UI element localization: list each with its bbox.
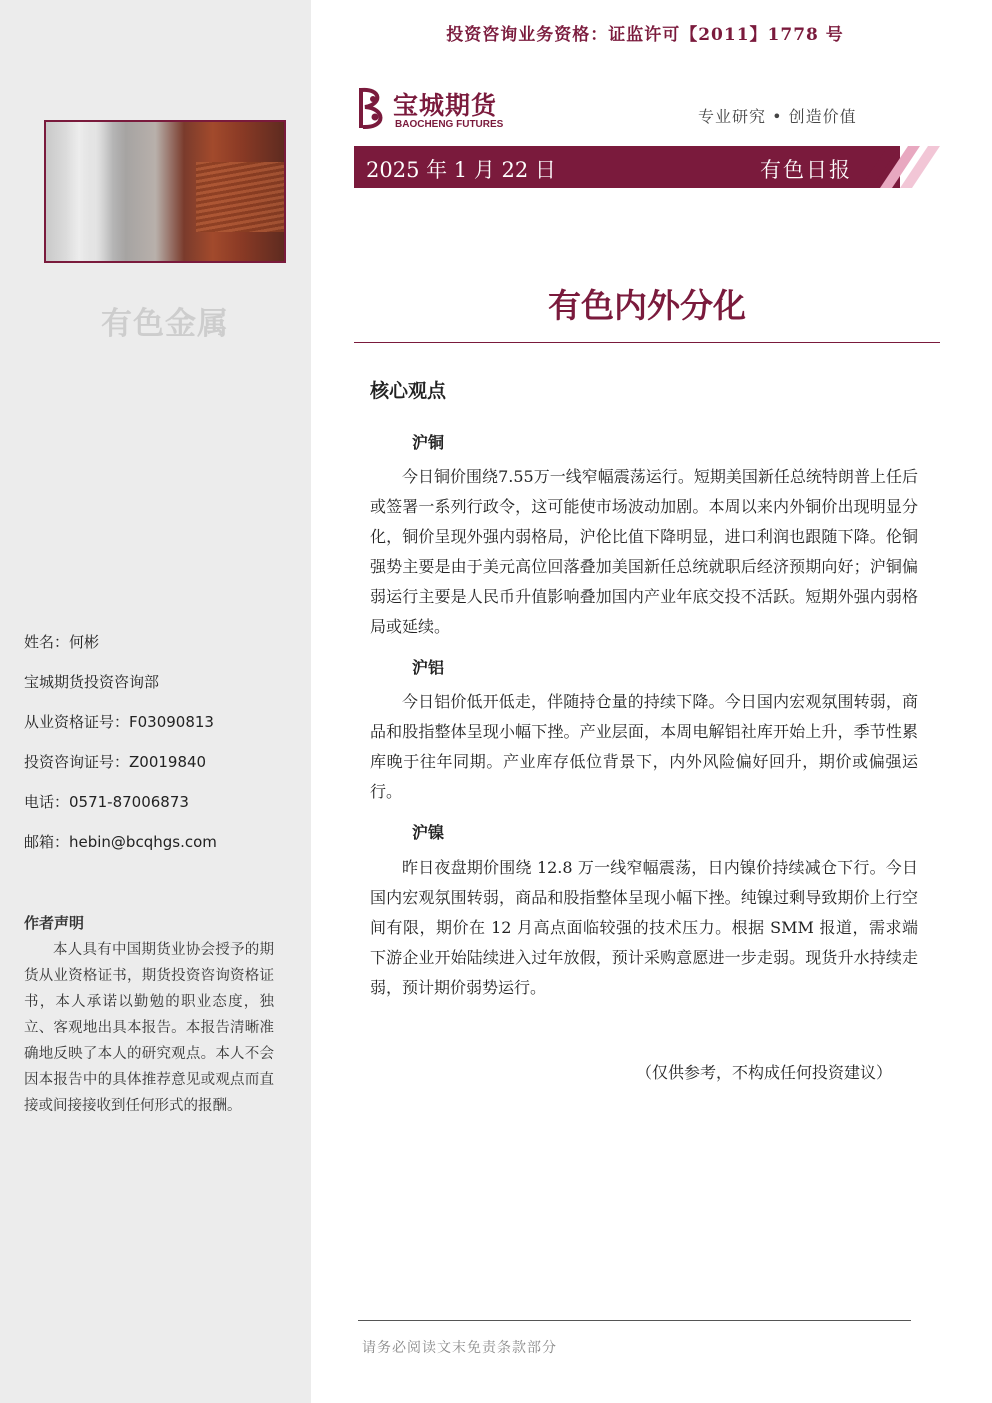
- nickel-paragraph: 昨日夜盘期价围绕 12.8 万一线窄幅震荡，日内镍价持续减仓下行。今日国内宏观氛围转弱，商品和股指整体呈现小幅下挫。纯镍过剩导致期价上行空间有限，期价在 12 月高点面临较强的技术压力。根据 SMM 报道，需求端下游企业开始陆续进入过年放假，预计采购意愿进一步走弱。现货升水持续走弱，预计期价弱势运行。: [370, 858, 918, 997]
- title-divider: [354, 342, 940, 343]
- declaration-body: 本人具有中国期货业协会授予的期货从业资格证书，期货投资咨询资格证书，本人承诺以勤勉的职业态度，独立、客观地出具本报告。本报告清晰准确地反映了本人的研究观点。本人不会因本报告中的具体推荐意见或观点而直接或间接接收到任何形式的报酬。: [24, 942, 274, 1114]
- analyst-email: 邮箱：hebin@bcqhgs.com: [24, 833, 217, 851]
- section-heading: 核心观点: [370, 380, 447, 402]
- footer-divider: [358, 1320, 911, 1321]
- sidebar: [0, 0, 311, 1403]
- analyst-name: 姓名：何彬: [24, 633, 100, 651]
- date-banner: [354, 146, 900, 188]
- report-title: 有色内外分化: [548, 286, 746, 325]
- aluminum-paragraph: 今日铝价低开低走，伴随持仓量的持续下降。今日国内宏观氛围转弱，商品和股指整体呈现小幅下挫。产业层面，本周电解铝社库开始上升，季节性累库晚于往年同期。产业库存低位背景下，内外风险偏好回升，期价或偏强运行。: [370, 692, 918, 801]
- report-date: 2025 年 1 月 22 日: [366, 158, 556, 182]
- declaration-title: 作者声明: [24, 914, 85, 932]
- analyst-phone: 电话：0571-87006873: [24, 793, 189, 811]
- banner-stripes: [858, 144, 948, 190]
- advisory-cert: 投资咨询证号：Z0019840: [24, 753, 207, 771]
- license-line: 投资咨询业务资格：证监许可【2011】1778 号: [446, 25, 844, 45]
- analyst-contact: [24, 632, 217, 872]
- practice-cert: 从业资格证号：F03090813: [24, 713, 214, 731]
- footer-note: 请务必阅读文末免责条款部分: [362, 1340, 557, 1356]
- copper-paragraph: 今日铜价围绕7.55万一线窄幅震荡运行。短期美国新任总统特朗普上任后或签署一系列行政令，这可能使市场波动加剧。本周以来内外铜价出现明显分化，铜价呈现外强内弱格局，沪伦比值下降明显，进口利润也跟随下降。伦铜强势主要是由于美元高位回落叠加美国新任总统就职后经济预期向好；沪铜偏弱运行主要是人民币升值影响叠加国内产业年底交投不活跃。短期外强内弱格局或延续。: [370, 467, 918, 636]
- cover-photo-highlight: [66, 122, 126, 263]
- nickel-heading: 沪镍: [412, 823, 445, 842]
- logo-text-en: BAOCHENG FUTURES: [395, 119, 504, 130]
- slogan: 专业研究 • 创造价值: [698, 107, 857, 126]
- report-type: 有色日报: [760, 158, 852, 182]
- cover-photo: [44, 120, 286, 263]
- investment-disclaimer: （仅供参考，不构成任何投资建议）: [636, 1063, 893, 1082]
- copper-heading: 沪铜: [412, 433, 445, 452]
- logo-text-cn: 宝城期货: [393, 91, 498, 120]
- analyst-department: 宝城期货投资咨询部: [24, 673, 160, 691]
- sector-label: 有色金属: [101, 306, 229, 342]
- aluminum-heading: 沪铝: [412, 658, 445, 677]
- cover-photo-coil: [196, 162, 286, 232]
- logo-b-icon: [355, 86, 391, 130]
